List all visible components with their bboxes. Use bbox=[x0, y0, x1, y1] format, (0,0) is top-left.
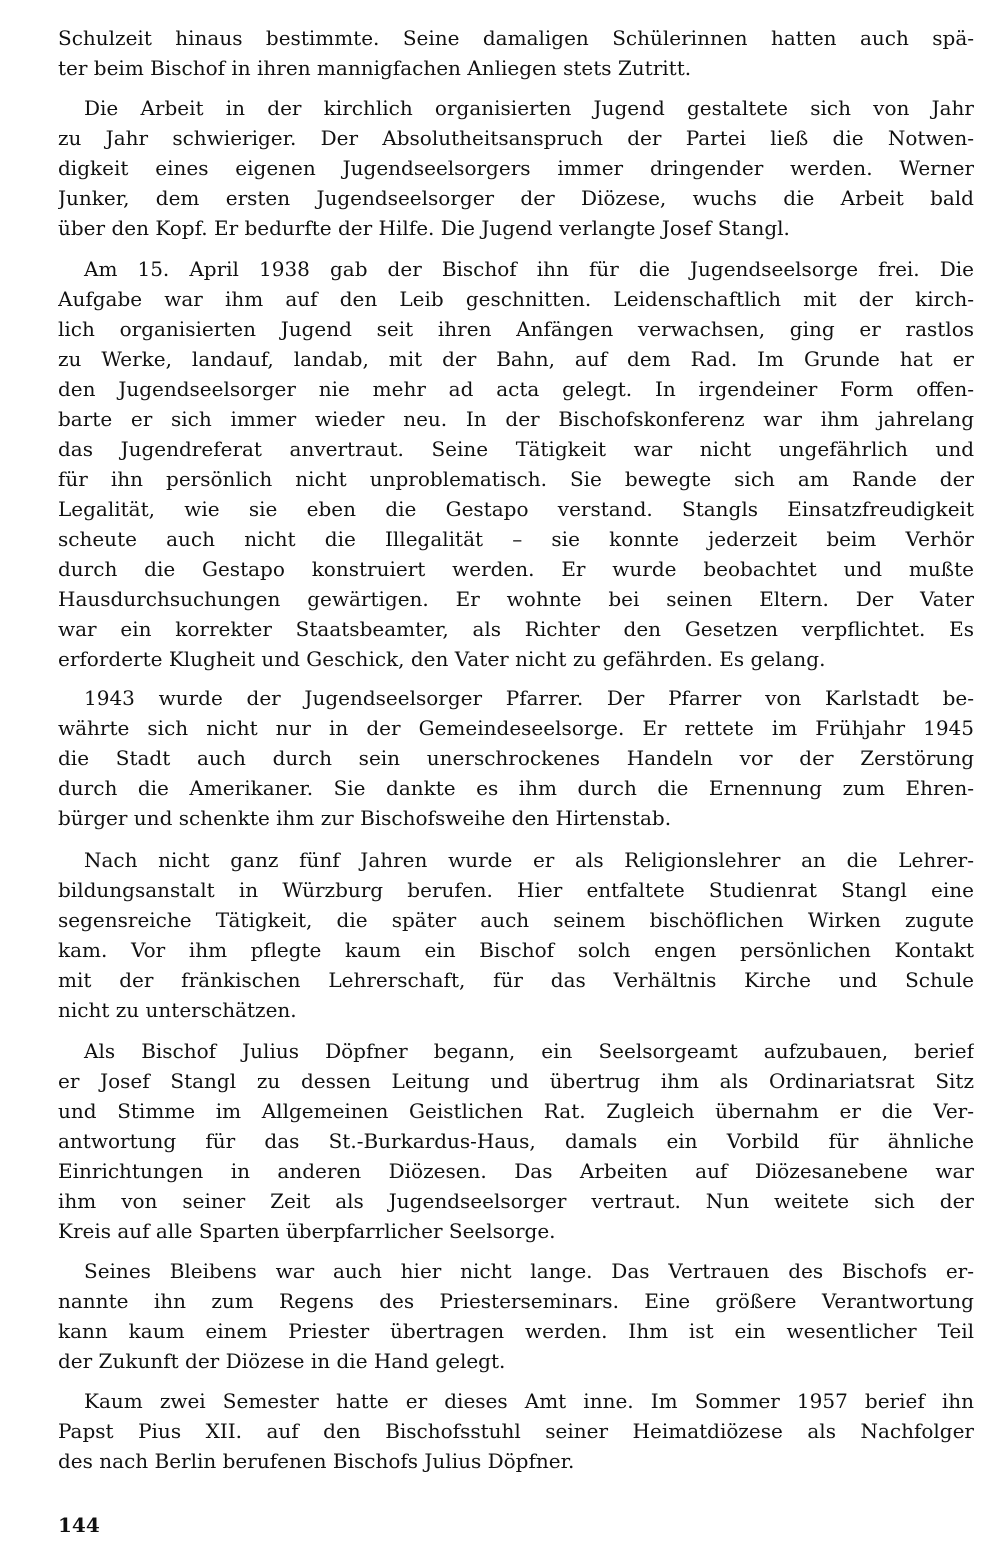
text-line: Junker, dem ersten Jugendseelsorger der Diözese, wuchs die Arbeit bald bbox=[58, 186, 974, 210]
paragraph bbox=[58, 93, 974, 243]
text-line: Kreis auf alle Sparten überpfarrlicher Seelsorge. bbox=[58, 1219, 556, 1243]
text-line: für ihn persönlich nicht unproblematisch. Sie bewegte sich am Rande der bbox=[58, 467, 974, 491]
text-line: antwortung für das St.-Burkardus-Haus, damals ein Vorbild für ähnliche bbox=[58, 1129, 974, 1153]
paragraph bbox=[58, 683, 974, 833]
book-page bbox=[58, 0, 974, 1556]
text-line: währte sich nicht nur in der Gemeindeseelsorge. Er rettete im Frühjahr 1945 bbox=[58, 716, 974, 740]
text-line: nannte ihn zum Regens des Priesterseminars. Eine größere Verantwortung bbox=[58, 1289, 974, 1313]
text-line: Papst Pius XII. auf den Bischofsstuhl seiner Heimatdiözese als Nachfolger bbox=[58, 1419, 974, 1443]
text-line: Einrichtungen in anderen Diözesen. Das Arbeiten auf Diözesanebene war bbox=[58, 1159, 974, 1183]
text-line: das Jugendreferat anvertraut. Seine Tätigkeit war nicht ungefährlich und bbox=[58, 437, 974, 461]
text-line: Als Bischof Julius Döpfner begann, ein Seelsorgeamt aufzubauen, berief bbox=[84, 1039, 974, 1063]
text-line: durch die Amerikaner. Sie dankte es ihm durch die Ernennung zum Ehren- bbox=[58, 776, 974, 800]
text-line: über den Kopf. Er bedurfte der Hilfe. Die Jugend verlangte Josef Stangl. bbox=[58, 216, 790, 240]
text-line: war ein korrekter Staatsbeamter, als Richter den Gesetzen verpflichtet. Es bbox=[58, 617, 974, 641]
text-line: Die Arbeit in der kirchlich organisierten Jugend gestaltete sich von Jahr bbox=[84, 96, 974, 120]
paragraph bbox=[58, 23, 974, 83]
text-line: die Stadt auch durch sein unerschrockenes Handeln vor der Zerstörung bbox=[58, 746, 974, 770]
text-line: segensreiche Tätigkeit, die später auch seinem bischöflichen Wirken zugute bbox=[58, 908, 974, 932]
text-line: barte er sich immer wieder neu. In der Bischofskonferenz war ihm jahrelang bbox=[58, 407, 974, 431]
paragraph bbox=[58, 1256, 974, 1376]
text-line: mit der fränkischen Lehrerschaft, für das Verhältnis Kirche und Schule bbox=[58, 968, 974, 992]
text-line: Schulzeit hinaus bestimmte. Seine damaligen Schülerinnen hatten auch spä- bbox=[58, 26, 974, 50]
text-line: Am 15. April 1938 gab der Bischof ihn für die Jugendseelsorge frei. Die bbox=[84, 257, 974, 281]
text-line: digkeit eines eigenen Jugendseelsorgers immer dringender werden. Werner bbox=[58, 156, 974, 180]
text-line: kam. Vor ihm pflegte kaum ein Bischof solch engen persönlichen Kontakt bbox=[58, 938, 974, 962]
text-line: lich organisierten Jugend seit ihren Anfängen verwachsen, ging er rastlos bbox=[58, 317, 974, 341]
paragraph bbox=[58, 845, 974, 1025]
text-line: Kaum zwei Semester hatte er dieses Amt inne. Im Sommer 1957 berief ihn bbox=[84, 1389, 974, 1413]
page-number: 144 bbox=[58, 1513, 100, 1537]
paragraph bbox=[58, 254, 974, 674]
text-line: nicht zu unterschätzen. bbox=[58, 998, 297, 1022]
text-line: Hausdurchsuchungen gewärtigen. Er wohnte bei seinen Eltern. Der Vater bbox=[58, 587, 974, 611]
text-line: Nach nicht ganz fünf Jahren wurde er als Religionslehrer an die Lehrer- bbox=[84, 848, 974, 872]
text-line: Legalität, wie sie eben die Gestapo verstand. Stangls Einsatzfreudigkeit bbox=[58, 497, 974, 521]
paragraph bbox=[58, 1386, 974, 1476]
text-line: bildungsanstalt in Würzburg berufen. Hier entfaltete Studienrat Stangl eine bbox=[58, 878, 974, 902]
text-line: zu Jahr schwieriger. Der Absolutheitsanspruch der Partei ließ die Notwen- bbox=[58, 126, 974, 150]
text-line: ihm von seiner Zeit als Jugendseelsorger vertraut. Nun weitete sich der bbox=[58, 1189, 974, 1213]
text-line: kann kaum einem Priester übertragen werden. Ihm ist ein wesentlicher Teil bbox=[58, 1319, 974, 1343]
text-line: er Josef Stangl zu dessen Leitung und übertrug ihm als Ordinariatsrat Sitz bbox=[58, 1069, 974, 1093]
text-line: zu Werke, landauf, landab, mit der Bahn, auf dem Rad. Im Grunde hat er bbox=[58, 347, 974, 371]
text-line: des nach Berlin berufenen Bischofs Julius Döpfner. bbox=[58, 1449, 575, 1473]
text-line: erforderte Klugheit und Geschick, den Vater nicht zu gefährden. Es gelang. bbox=[58, 647, 826, 671]
paragraph bbox=[58, 1036, 974, 1246]
text-line: 1943 wurde der Jugendseelsorger Pfarrer. Der Pfarrer von Karlstadt be- bbox=[84, 686, 974, 710]
text-line: Seines Bleibens war auch hier nicht lange. Das Vertrauen des Bischofs er- bbox=[84, 1259, 974, 1283]
text-line: bürger und schenkte ihm zur Bischofsweihe den Hirtenstab. bbox=[58, 806, 672, 830]
text-line: und Stimme im Allgemeinen Geistlichen Rat. Zugleich übernahm er die Ver- bbox=[58, 1099, 974, 1123]
text-line: den Jugendseelsorger nie mehr ad acta gelegt. In irgendeiner Form offen- bbox=[58, 377, 974, 401]
text-line: Aufgabe war ihm auf den Leib geschnitten. Leidenschaftlich mit der kirch- bbox=[58, 287, 974, 311]
text-line: scheute auch nicht die Illegalität – sie konnte jederzeit beim Verhör bbox=[58, 527, 974, 551]
text-line: durch die Gestapo konstruiert werden. Er wurde beobachtet und mußte bbox=[58, 557, 974, 581]
text-line: ter beim Bischof in ihren mannigfachen Anliegen stets Zutritt. bbox=[58, 56, 692, 80]
text-line: der Zukunft der Diözese in die Hand gelegt. bbox=[58, 1349, 506, 1373]
